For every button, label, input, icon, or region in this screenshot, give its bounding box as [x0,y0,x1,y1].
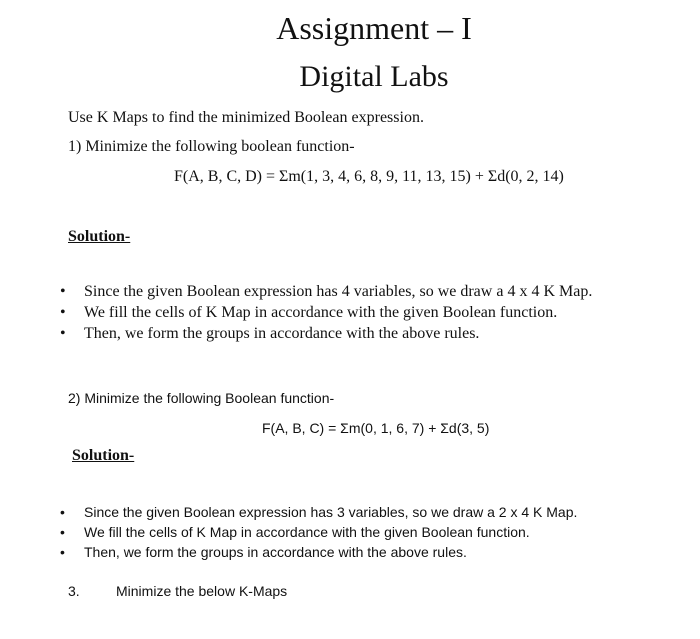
question-1-prompt: 1) Minimize the following boolean function- [68,138,355,155]
list-item-text: Since the given Boolean expression has 4 variables, so we draw a 4 x 4 K Map. [84,283,593,300]
question-2-prompt: 2) Minimize the following Boolean function- [68,390,335,406]
question-1-function: F(A, B, C, D) = Σm(1, 3, 4, 6, 8, 9, 11, 13, 15) + Σd(0, 2, 14) [174,168,564,185]
list-item-text: We fill the cells of K Map in accordance with the given Boolean function. [84,524,530,540]
list-item-text: Then, we form the groups in accordance with the above rules. [84,544,467,560]
solution-1-heading: Solution- [68,228,131,245]
list-item [60,542,577,562]
list-item-text: Since the given Boolean expression has 3 variables, so we draw a 2 x 4 K Map. [84,504,578,520]
bullet-icon: • [60,504,65,520]
bullet-icon: • [60,304,66,321]
instruction-text: Use K Maps to find the minimized Boolean expression. [68,109,424,126]
list-item [60,281,592,302]
question-3-prompt: Minimize the below K-Maps [116,583,288,599]
list-item [60,502,577,522]
bullet-icon: • [60,544,65,560]
list-item-text: We fill the cells of K Map in accordance with the given Boolean function. [84,304,558,321]
bullet-icon: • [60,524,65,540]
question-3-number: 3. [68,583,80,599]
solution-1-bullet-list [60,281,592,344]
list-item [60,323,592,344]
question-2-function: F(A, B, C) = Σm(0, 1, 6, 7) + Σd(3, 5) [262,420,490,436]
page-subtitle: Digital Labs [299,60,449,93]
bullet-icon: • [60,325,66,342]
list-item [60,302,592,323]
solution-2-bullet-list [60,502,577,562]
page-title: Assignment – I [276,10,472,46]
solution-2-heading: Solution- [72,447,135,464]
list-item-text: Then, we form the groups in accordance with the above rules. [84,325,480,342]
bullet-icon: • [60,283,66,300]
list-item [60,522,577,542]
